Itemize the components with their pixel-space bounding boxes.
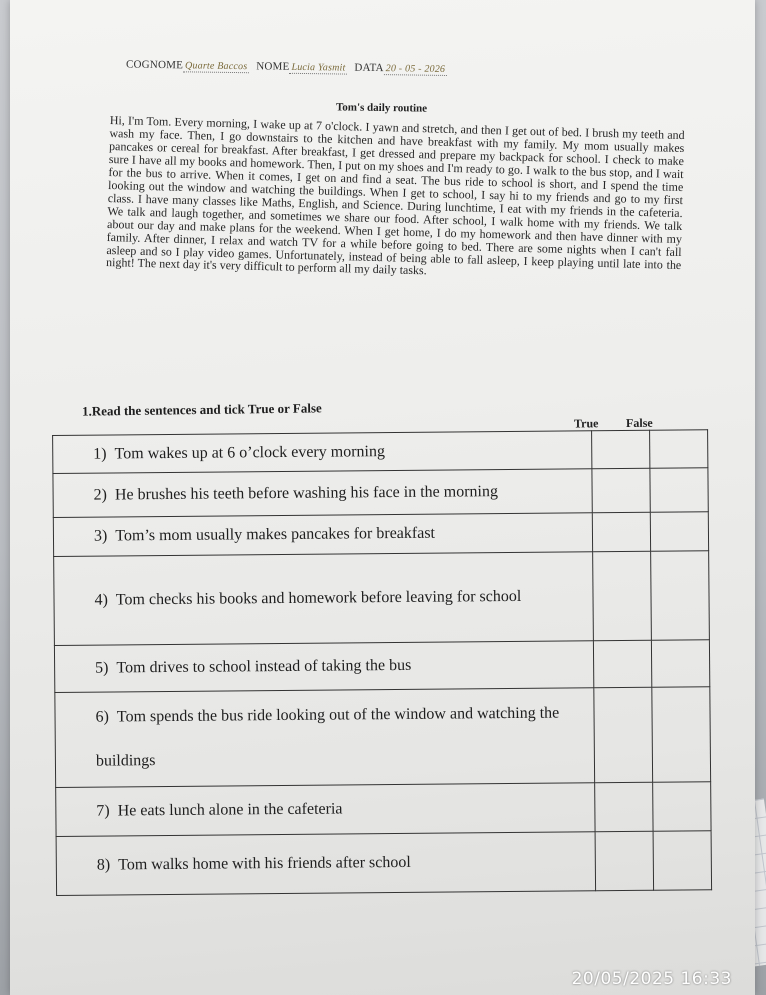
false-checkbox[interactable] xyxy=(650,468,708,513)
question-text: Tom drives to school instead of taking the bus xyxy=(116,656,412,677)
question-number: 6) xyxy=(95,708,109,726)
true-checkbox[interactable] xyxy=(594,687,653,783)
true-checkbox[interactable] xyxy=(593,512,651,552)
table-row xyxy=(54,551,710,646)
table-row xyxy=(56,831,711,896)
student-header xyxy=(126,59,626,79)
table-row xyxy=(53,468,708,518)
question-text: Tom walks home with his friends after school xyxy=(118,853,411,874)
false-checkbox[interactable] xyxy=(652,687,711,783)
date-label: DATA xyxy=(354,61,384,75)
false-checkbox[interactable] xyxy=(652,640,710,688)
worksheet-page xyxy=(10,0,755,995)
true-checkbox[interactable] xyxy=(595,782,653,832)
true-checkbox[interactable] xyxy=(592,468,650,513)
false-column-header: False xyxy=(625,415,653,430)
table-row xyxy=(53,512,708,557)
exercise-title: 1.Read the sentences and tick True or False xyxy=(81,400,322,419)
surname-label: COGNOME xyxy=(125,58,184,72)
question-number: 1) xyxy=(93,445,107,463)
question-text: Tom checks his books and homework before leaving for school xyxy=(115,587,522,609)
false-checkbox[interactable] xyxy=(653,782,711,832)
true-column-header: True xyxy=(573,416,599,431)
question-text: Tom’s mom usually makes pancakes for breakfast xyxy=(115,524,436,545)
table-row xyxy=(53,430,708,474)
name-value: Lucia Yasmit xyxy=(289,62,347,75)
question-number: 8) xyxy=(96,856,111,874)
true-checkbox[interactable] xyxy=(593,551,652,641)
true-checkbox[interactable] xyxy=(594,640,652,688)
surname-value: Quarte Baccos xyxy=(183,60,249,73)
reading-passage: Hi, I'm Tom. Every morning, I wake up at 7 o'clock. I yawn and stretch, and then I get out of bed. I brush my teeth and wash my face. Then, I go downstairs to the kitchen and have breakfast with my family. My mom usually makes pancakes or cereal for breakfast. After breakfast, I get dressed and prepare my backpack for school. I check to make sure I have all my books and homework. Then, I put on my shoes and I'm ready to go. I walk to the bus stop, and I wait for the bus to arrive. When it comes, I get on and find a seat. The bus ride to school is short, and I spend the time looking out the window and watching the buildings. When I get to school, I say hi to my friends and go to my first class. I have many classes like Maths, English, and Science. During lunchtime, I eat with my friends in the cafeteria. We talk and laugh together, and sometimes we share our food. After school, I walk home with my friends. We talk about our day and make plans for the weekend. When I get home, I do my homework and then have dinner with my family. After dinner, I relax and watch TV for a while before going to bed. There are some nights when I can't fall asleep and so I play video games. Unfortunately, instead of being able to fall asleep, I keep playing until late into the night! The next day it's very difficult to perform all my daily tasks. xyxy=(105,113,685,278)
question-number: 7) xyxy=(96,802,110,820)
name-label: NOME xyxy=(256,60,290,73)
true-checkbox[interactable] xyxy=(596,831,654,891)
false-checkbox[interactable] xyxy=(651,512,709,552)
question-text: Tom wakes up at 6 o’clock every morning xyxy=(114,442,386,462)
question-number: 4) xyxy=(94,591,108,609)
table-row xyxy=(54,640,709,693)
question-text: He eats lunch alone in the cafeteria xyxy=(117,800,343,820)
table-row xyxy=(56,782,711,837)
true-checkbox[interactable] xyxy=(592,430,650,469)
true-false-table xyxy=(52,415,728,874)
photo-timestamp: 20/05/2025 16:33 xyxy=(571,969,732,989)
false-checkbox[interactable] xyxy=(651,551,710,641)
question-text: Tom spends the bus ride looking out of the window and watching the buildings xyxy=(95,704,560,770)
table-row xyxy=(55,687,711,788)
date-value: 20 - 05 - 2026 xyxy=(384,63,448,76)
question-number: 2) xyxy=(93,486,108,504)
question-number: 5) xyxy=(95,659,109,677)
question-number: 3) xyxy=(93,527,108,545)
false-checkbox[interactable] xyxy=(650,430,708,469)
page-title: Tom's daily routine xyxy=(335,101,428,115)
question-text: He brushes his teeth before washing his face in the morning xyxy=(114,482,499,503)
false-checkbox[interactable] xyxy=(653,831,711,891)
